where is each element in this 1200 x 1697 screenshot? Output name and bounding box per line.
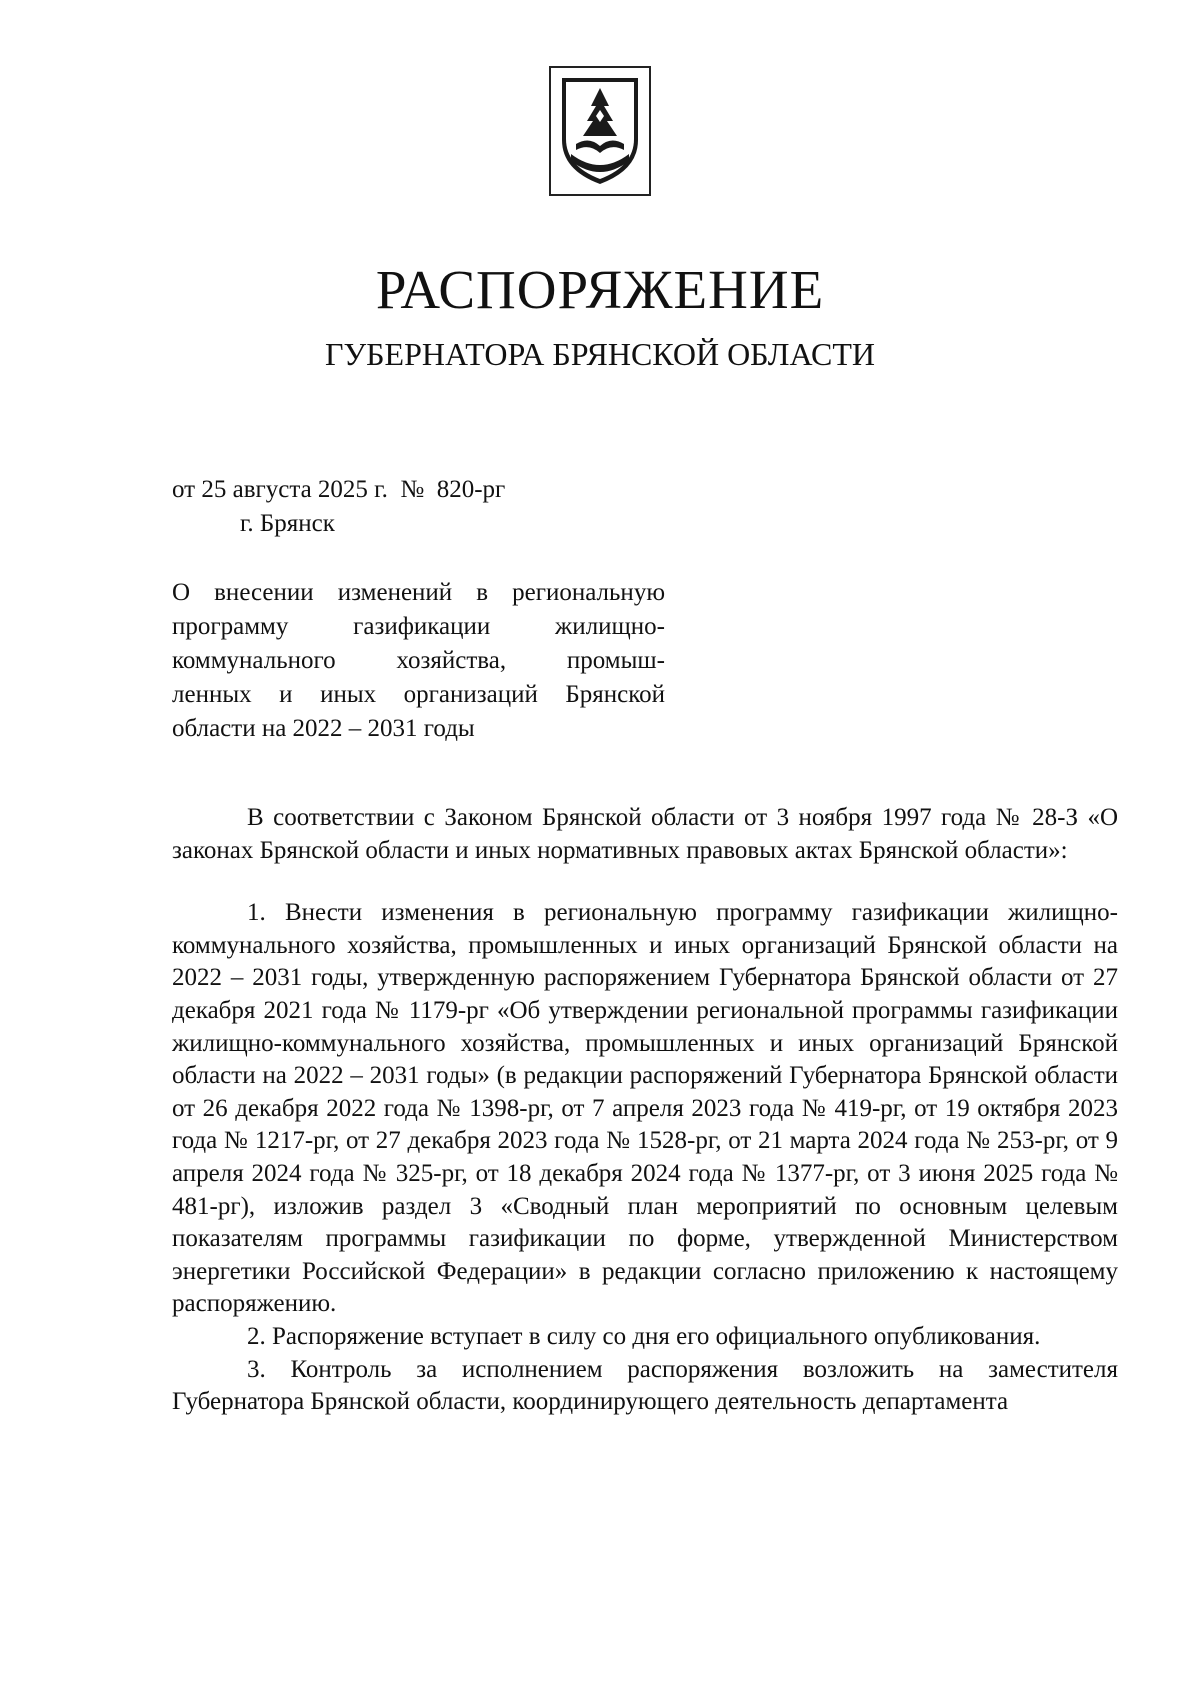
- subject-line: коммунального хозяйства, промыш-: [172, 647, 665, 674]
- item-2-paragraph: 2. Распоряжение вступает в силу со дня его официального опубликования.: [247, 1322, 1041, 1350]
- subject-line: О внесении изменений в региональную: [172, 579, 665, 606]
- subject-line: ленных и иных организаций Брянской: [172, 681, 665, 708]
- document-title: РАСПОРЯЖЕНИЕ: [375, 259, 825, 320]
- document-subtitle: ГУБЕРНАТОРА БРЯНСКОЙ ОБЛАСТИ: [325, 336, 875, 372]
- preamble-paragraph: В соответствии с Законом Брянской области от 3 ноября 1997 года № 28-З «О законах Брянской области и иных нормативных правовых актах Брянской области»:: [172, 804, 1118, 864]
- subject-line: программу газификации жилищно-: [172, 613, 665, 640]
- document-date-number: от 25 августа 2025 г. № 820-рг: [172, 476, 506, 503]
- subject-line: области на 2022 – 2031 годы: [172, 715, 475, 742]
- bryansk-coat-of-arms-emblem: [549, 66, 651, 196]
- item-1-paragraph: 1. Внести изменения в региональную программу газификации жилищно-коммунального хозяйства, промышленных и иных организаций Брянской области на 2022 – 2031 годы, утвержденную распоряжением Губернатора Брянской области от 27 декабря 2021 года № 1179-рг «Об утверждении региональной программы газификации жилищно-коммунального хозяйства, промышленных и иных организаций Брянской области на 2022 – 2031 годы» (в редакции распоряжений Губернатора Брянской области от 26 декабря 2022 года № 1398-рг, от 7 апреля 2023 года № 419-рг, от 19 октября 2023 года № 1217-рг, от 27 декабря 2023 года № 1528-рг, от 21 марта 2024 года № 253-рг, от 9 апреля 2024 года № 325-рг, от 18 декабря 2024 года № 1377-рг, от 3 июня 2025 года № 481-рг), изложив раздел 3 «Сводный план мероприятий по основным целевым показателям программы газификации по форме, утвержденной Министерством энергетики Российской Федерации» в редакции согласно приложению к настоящему распоряжению.: [172, 899, 1118, 1318]
- document-subject: [172, 576, 665, 746]
- document-body: [172, 802, 1118, 1419]
- item-3-paragraph: 3. Контроль за исполнением распоряжения возложить на заместителя Губернатора Брянской области, координирующего деятельность департамента: [172, 1355, 1118, 1416]
- document-city: г. Брянск: [240, 510, 335, 537]
